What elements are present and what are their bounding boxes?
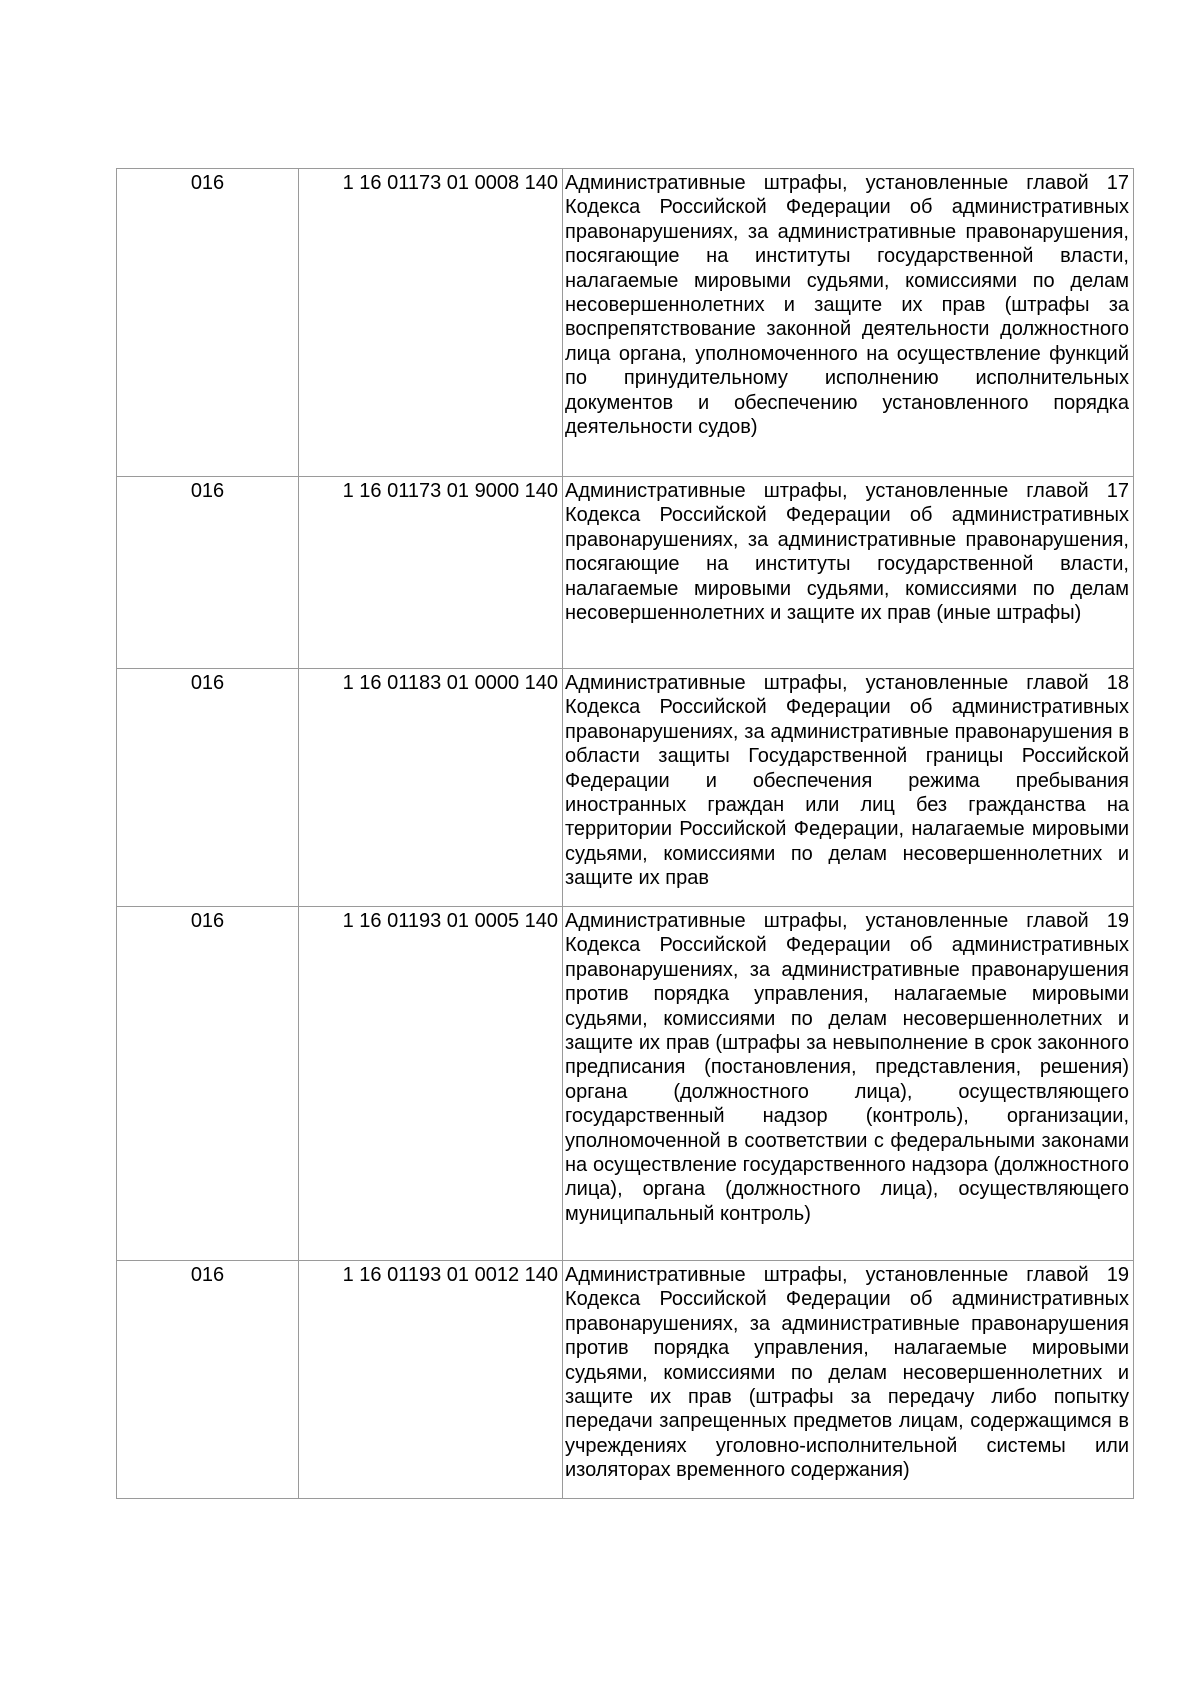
description-cell: [563, 169, 1134, 477]
table-row: [117, 169, 1134, 477]
table-row: [117, 907, 1134, 1261]
admin-code-cell: 016: [117, 1261, 299, 1499]
description-cell: [563, 1261, 1134, 1499]
description-cell: [563, 907, 1134, 1261]
admin-code-cell: 016: [117, 477, 299, 669]
kbk-code-cell: 1 16 01193 01 0005 140: [299, 907, 563, 1261]
table-row: [117, 477, 1134, 669]
admin-code-cell: 016: [117, 907, 299, 1261]
description-text: Административные штрафы, установленные главой 19 Кодекса Российской Федерации об административных правонарушениях, за административные правонарушения против порядка управления, налагаемые мировыми судьями, комиссиями по делам несовершеннолетних и защите их прав (штрафы за передачу либо попытку передачи запрещенных предметов лицам, содержащимся в учреждениях уголовно-исполнительной системы или изоляторах временного содержания): [565, 1264, 1129, 1482]
kbk-code-cell: 1 16 01193 01 0012 140: [299, 1261, 563, 1499]
admin-code-cell: 016: [117, 669, 299, 907]
table-row: [117, 669, 1134, 907]
budget-codes-table: [116, 168, 1134, 1499]
kbk-code-cell: 1 16 01173 01 0008 140: [299, 169, 563, 477]
description-text: Административные штрафы, установленные главой 17 Кодекса Российской Федерации об административных правонарушениях, за административные правонарушения, посягающие на институты государственной власти, налагаемые мировыми судьями, комиссиями по делам несовершеннолетних и защите их прав (штрафы за воспрепятствование законной деятельности должностного лица органа, уполномоченного на осуществление функций по принудительному исполнению исполнительных документов и обеспечению установленного порядка деятельности судов): [565, 172, 1129, 439]
description-text: Административные штрафы, установленные главой 18 Кодекса Российской Федерации об административных правонарушениях, за административные правонарушения в области защиты Государственной границы Российской Федерации и обеспечения режима пребывания иностранных граждан или лиц без гражданства на территории Российской Федерации, налагаемые мировыми судьями, комиссиями по делам несовершеннолетних и защите их прав: [565, 672, 1129, 890]
description-cell: [563, 477, 1134, 669]
description-text: Административные штрафы, установленные главой 17 Кодекса Российской Федерации об административных правонарушениях, за административные правонарушения, посягающие на институты государственной власти, налагаемые мировыми судьями, комиссиями по делам несовершеннолетних и защите их прав (иные штрафы): [565, 480, 1129, 625]
table-row: [117, 1261, 1134, 1499]
description-cell: [563, 669, 1134, 907]
description-text: Административные штрафы, установленные главой 19 Кодекса Российской Федерации об административных правонарушениях, за административные правонарушения против порядка управления, налагаемые мировыми судьями, комиссиями по делам несовершеннолетних и защите их прав (штрафы за невыполнение в срок законного предписания (постановления, представления, решения) органа (должностного лица), осуществляющего государственный надзор (контроль), организации, уполномоченной в соответствии с федеральными законами на осуществление государственного надзора (должностного лица), органа (должностного лица), осуществляющего муниципальный контроль): [565, 910, 1129, 1225]
kbk-code-cell: 1 16 01173 01 9000 140: [299, 477, 563, 669]
kbk-code-cell: 1 16 01183 01 0000 140: [299, 669, 563, 907]
admin-code-cell: 016: [117, 169, 299, 477]
